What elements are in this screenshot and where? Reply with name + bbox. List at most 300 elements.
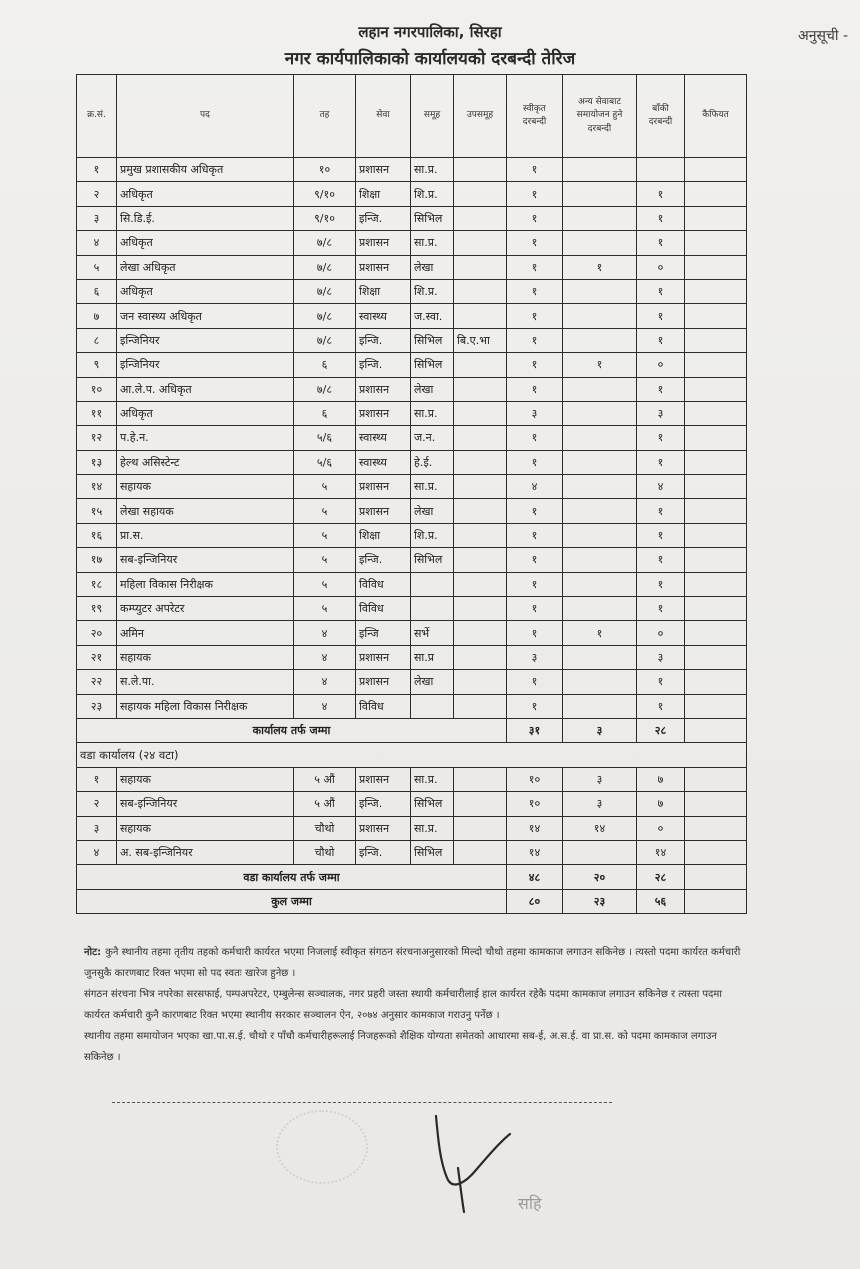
- cell-adjusted: ३: [563, 792, 637, 816]
- col-header-post: पद: [117, 75, 294, 158]
- cell-remark: [685, 450, 747, 474]
- cell-remark: [685, 426, 747, 450]
- cell-service: प्रशासन: [356, 255, 411, 279]
- cell-service: स्वास्थ्य: [356, 450, 411, 474]
- cell-service: शिक्षा: [356, 279, 411, 303]
- cell-subgroup: [454, 621, 507, 645]
- cell-post: इन्जिनियर: [117, 328, 294, 352]
- cell-remaining: ३: [637, 645, 685, 669]
- cell-service: प्रशासन: [356, 475, 411, 499]
- ward-total-row: [77, 865, 747, 889]
- table-body: [77, 158, 747, 914]
- cell-adjusted: [563, 475, 637, 499]
- cell-post: सब-इन्जिनियर: [117, 792, 294, 816]
- table-row: [77, 450, 747, 474]
- cell-adjusted: [563, 182, 637, 206]
- cell-level: ७/८: [294, 231, 356, 255]
- cell-remaining: १: [637, 548, 685, 572]
- cell-subgroup: [454, 597, 507, 621]
- cell-subgroup: [454, 645, 507, 669]
- cell-level: ४: [294, 621, 356, 645]
- table-row: [77, 377, 747, 401]
- cell-subgroup: [454, 304, 507, 328]
- table-row: [77, 255, 747, 279]
- table-row: [77, 499, 747, 523]
- cell-post: इन्जिनियर: [117, 353, 294, 377]
- cell-subgroup: [454, 572, 507, 596]
- cell-approved: ३: [507, 401, 563, 425]
- table-row: [77, 158, 747, 182]
- cell-level: ५ औं: [294, 792, 356, 816]
- cell-subgroup: बि.ए.भा: [454, 328, 507, 352]
- cell-sn: २३: [77, 694, 117, 718]
- col-header-remark: कैफियत: [685, 75, 747, 158]
- ward-section-title: वडा कार्यालय (२४ वटा): [77, 743, 747, 767]
- cell-sn: ६: [77, 279, 117, 303]
- cell-remark: [685, 767, 747, 791]
- cell-sn: ८: [77, 328, 117, 352]
- col-header-sn: क्र.सं.: [77, 75, 117, 158]
- cell-service: प्रशासन: [356, 377, 411, 401]
- table-row: [77, 206, 747, 230]
- cell-post: जन स्वास्थ्य अधिकृत: [117, 304, 294, 328]
- cell-approved: १: [507, 621, 563, 645]
- annex-label: अनुसूची -: [798, 28, 848, 44]
- cell-approved: १: [507, 377, 563, 401]
- table-row: [77, 279, 747, 303]
- cell-adjusted: [563, 450, 637, 474]
- cell-adjusted: १: [563, 255, 637, 279]
- cell-remaining: ०: [637, 255, 685, 279]
- cell-adjusted: [563, 231, 637, 255]
- divider-line: [112, 1102, 612, 1103]
- cell-service: प्रशासन: [356, 645, 411, 669]
- cell-post: लेखा सहायक: [117, 499, 294, 523]
- office-total-row: [77, 718, 747, 742]
- cell-group: सा.प्र: [411, 645, 454, 669]
- cell-approved: १: [507, 597, 563, 621]
- cell-service: इन्जि.: [356, 548, 411, 572]
- cell-remark: [685, 255, 747, 279]
- cell-level: ९/१०: [294, 182, 356, 206]
- cell-remark: [685, 523, 747, 547]
- cell-group: सिभिल: [411, 206, 454, 230]
- cell-subgroup: [454, 206, 507, 230]
- cell-post: सब-इन्जिनियर: [117, 548, 294, 572]
- cell-post: सहायक महिला विकास निरीक्षक: [117, 694, 294, 718]
- cell-service: स्वास्थ्य: [356, 426, 411, 450]
- cell-subgroup: [454, 450, 507, 474]
- cell-approved: १: [507, 694, 563, 718]
- cell-adjusted: [563, 548, 637, 572]
- notes-label: नोट:: [84, 947, 102, 958]
- cell-level: ७/८: [294, 255, 356, 279]
- cell-approved: १: [507, 670, 563, 694]
- cell-approved: १: [507, 182, 563, 206]
- cell-approved: १: [507, 158, 563, 182]
- signature-label: सहि: [518, 1194, 542, 1213]
- cell-level: ६: [294, 401, 356, 425]
- cell-remark: [685, 231, 747, 255]
- cell-adjusted: [563, 328, 637, 352]
- cell-approved: १०: [507, 792, 563, 816]
- cell-adjusted: [563, 840, 637, 864]
- cell-level: चौथो: [294, 840, 356, 864]
- cell-subgroup: [454, 767, 507, 791]
- notes-section: [84, 942, 744, 1068]
- cell-adjusted: १: [563, 621, 637, 645]
- col-header-approved: स्वीकृत दरबन्दी: [507, 75, 563, 158]
- ward-total-adjusted: २०: [563, 865, 637, 889]
- cell-sn: २०: [77, 621, 117, 645]
- cell-remaining: १: [637, 231, 685, 255]
- cell-group: सा.प्र.: [411, 816, 454, 840]
- cell-sn: ४: [77, 840, 117, 864]
- table-row: [77, 475, 747, 499]
- ward-table-row: [77, 767, 747, 791]
- table-row: [77, 328, 747, 352]
- cell-post: अधिकृत: [117, 231, 294, 255]
- cell-service: शिक्षा: [356, 182, 411, 206]
- ward-total-approved: ४८: [507, 865, 563, 889]
- cell-post: लेखा अधिकृत: [117, 255, 294, 279]
- cell-remaining: १: [637, 304, 685, 328]
- cell-subgroup: [454, 182, 507, 206]
- cell-sn: २१: [77, 645, 117, 669]
- cell-sn: २२: [77, 670, 117, 694]
- cell-group: सा.प्र.: [411, 475, 454, 499]
- cell-approved: ३: [507, 645, 563, 669]
- cell-service: इन्जि.: [356, 353, 411, 377]
- table-row: [77, 572, 747, 596]
- table-row: [77, 182, 747, 206]
- cell-approved: १: [507, 206, 563, 230]
- cell-level: ५ औं: [294, 767, 356, 791]
- office-total-remaining: २८: [637, 718, 685, 742]
- cell-level: ५/६: [294, 426, 356, 450]
- table-row: [77, 231, 747, 255]
- cell-group: सिभिल: [411, 328, 454, 352]
- cell-level: ७/८: [294, 328, 356, 352]
- cell-adjusted: [563, 597, 637, 621]
- cell-remaining: १: [637, 206, 685, 230]
- note-3: स्थानीय तहमा समायोजन भएका खा.पा.स.ई. चौथो र पाँचौ कर्मचारीहरूलाई निजहरूको शैक्षिक योग्यता समेतको आधारमा सब-ई, अ.स.ई. वा प्रा.स. को पदमा कामकाज लगाउन सकिनेछ ।: [84, 1031, 717, 1063]
- cell-level: ५: [294, 523, 356, 547]
- cell-subgroup: [454, 499, 507, 523]
- cell-service: प्रशासन: [356, 499, 411, 523]
- cell-post: सहायक: [117, 475, 294, 499]
- cell-service: विविध: [356, 694, 411, 718]
- cell-post: महिला विकास निरीक्षक: [117, 572, 294, 596]
- col-header-level: तह: [294, 75, 356, 158]
- table-row: [77, 694, 747, 718]
- table-row: [77, 304, 747, 328]
- cell-sn: ११: [77, 401, 117, 425]
- cell-subgroup: [454, 377, 507, 401]
- office-total-label: कार्यालय तर्फ जम्मा: [77, 718, 507, 742]
- cell-level: ५: [294, 548, 356, 572]
- cell-level: ६: [294, 353, 356, 377]
- ward-section-row: [77, 743, 747, 767]
- cell-group: ज.स्वा.: [411, 304, 454, 328]
- cell-remark: [685, 840, 747, 864]
- cell-service: इन्जि.: [356, 840, 411, 864]
- cell-approved: १: [507, 523, 563, 547]
- office-total-adjusted: ३: [563, 718, 637, 742]
- cell-remark: [685, 548, 747, 572]
- cell-post: सहायक: [117, 645, 294, 669]
- cell-approved: १: [507, 279, 563, 303]
- cell-level: चौथो: [294, 816, 356, 840]
- cell-subgroup: [454, 426, 507, 450]
- cell-service: इन्जि.: [356, 792, 411, 816]
- office-total-remark: [685, 718, 747, 742]
- cell-remaining: ०: [637, 353, 685, 377]
- document-title: नगर कार्यपालिकाको कार्यालयको दरबन्दी तेरिज: [284, 49, 576, 69]
- ward-table-row: [77, 816, 747, 840]
- cell-remaining: १: [637, 597, 685, 621]
- cell-remark: [685, 206, 747, 230]
- staffing-table: [76, 74, 747, 914]
- cell-level: ५/६: [294, 450, 356, 474]
- cell-group: लेखा: [411, 255, 454, 279]
- cell-remark: [685, 816, 747, 840]
- cell-subgroup: [454, 401, 507, 425]
- cell-service: प्रशासन: [356, 401, 411, 425]
- cell-remaining: ०: [637, 621, 685, 645]
- table-row: [77, 670, 747, 694]
- cell-sn: २: [77, 792, 117, 816]
- cell-subgroup: [454, 255, 507, 279]
- cell-sn: १६: [77, 523, 117, 547]
- cell-subgroup: [454, 475, 507, 499]
- ward-table-row: [77, 840, 747, 864]
- table-row: [77, 621, 747, 645]
- cell-approved: १: [507, 328, 563, 352]
- cell-sn: ७: [77, 304, 117, 328]
- cell-service: विविध: [356, 597, 411, 621]
- cell-post: अधिकृत: [117, 182, 294, 206]
- cell-adjusted: [563, 377, 637, 401]
- cell-sn: ३: [77, 816, 117, 840]
- cell-remaining: ०: [637, 816, 685, 840]
- cell-remark: [685, 621, 747, 645]
- cell-subgroup: [454, 353, 507, 377]
- cell-group: [411, 597, 454, 621]
- cell-group: शि.प्र.: [411, 523, 454, 547]
- cell-sn: १९: [77, 597, 117, 621]
- cell-adjusted: [563, 279, 637, 303]
- cell-post: आ.ले.प. अधिकृत: [117, 377, 294, 401]
- cell-approved: १४: [507, 816, 563, 840]
- cell-adjusted: [563, 572, 637, 596]
- cell-remark: [685, 792, 747, 816]
- cell-sn: ५: [77, 255, 117, 279]
- cell-subgroup: [454, 840, 507, 864]
- cell-remark: [685, 279, 747, 303]
- cell-subgroup: [454, 279, 507, 303]
- cell-remark: [685, 401, 747, 425]
- col-header-group: समूह: [411, 75, 454, 158]
- cell-remark: [685, 645, 747, 669]
- cell-sn: १७: [77, 548, 117, 572]
- table-row: [77, 548, 747, 572]
- cell-service: प्रशासन: [356, 816, 411, 840]
- cell-adjusted: [563, 694, 637, 718]
- cell-post: अमिन: [117, 621, 294, 645]
- cell-group: सिभिल: [411, 792, 454, 816]
- cell-sn: ४: [77, 231, 117, 255]
- cell-approved: १०: [507, 767, 563, 791]
- cell-sn: २: [77, 182, 117, 206]
- col-header-adjusted: अन्य सेवाबाट समायोजन हुने दरबन्दी: [563, 75, 637, 158]
- cell-level: ५: [294, 572, 356, 596]
- cell-group: शि.प्र.: [411, 279, 454, 303]
- cell-group: सिभिल: [411, 548, 454, 572]
- cell-level: ७/८: [294, 304, 356, 328]
- grand-total-adjusted: २३: [563, 889, 637, 913]
- cell-remaining: १: [637, 182, 685, 206]
- cell-remaining: ४: [637, 475, 685, 499]
- office-total-approved: ३१: [507, 718, 563, 742]
- cell-post: सहायक: [117, 767, 294, 791]
- cell-remark: [685, 328, 747, 352]
- cell-subgroup: [454, 694, 507, 718]
- cell-remark: [685, 353, 747, 377]
- cell-remaining: ७: [637, 767, 685, 791]
- cell-adjusted: ३: [563, 767, 637, 791]
- cell-approved: १: [507, 426, 563, 450]
- table-row: [77, 597, 747, 621]
- cell-subgroup: [454, 158, 507, 182]
- cell-remaining: १: [637, 450, 685, 474]
- col-header-subgroup: उपसमूह: [454, 75, 507, 158]
- cell-sn: १५: [77, 499, 117, 523]
- cell-remaining: [637, 158, 685, 182]
- cell-adjusted: [563, 401, 637, 425]
- cell-service: इन्जि.: [356, 206, 411, 230]
- cell-group: सा.प्र.: [411, 158, 454, 182]
- cell-level: १०: [294, 158, 356, 182]
- table-row: [77, 353, 747, 377]
- cell-remark: [685, 377, 747, 401]
- faded-stamp: [276, 1110, 368, 1184]
- cell-group: सा.प्र.: [411, 767, 454, 791]
- cell-approved: १: [507, 450, 563, 474]
- cell-group: ज.न.: [411, 426, 454, 450]
- cell-remaining: १: [637, 426, 685, 450]
- cell-group: सिभिल: [411, 353, 454, 377]
- col-header-remaining: बाँकी दरबन्दी: [637, 75, 685, 158]
- col-header-service: सेवा: [356, 75, 411, 158]
- cell-sn: १३: [77, 450, 117, 474]
- cell-level: ४: [294, 645, 356, 669]
- cell-adjusted: [563, 206, 637, 230]
- cell-remark: [685, 304, 747, 328]
- cell-remaining: १: [637, 694, 685, 718]
- cell-subgroup: [454, 670, 507, 694]
- cell-approved: ४: [507, 475, 563, 499]
- cell-service: प्रशासन: [356, 158, 411, 182]
- cell-group: सर्भे: [411, 621, 454, 645]
- cell-level: ७/८: [294, 279, 356, 303]
- cell-post: अधिकृत: [117, 279, 294, 303]
- cell-adjusted: [563, 645, 637, 669]
- cell-post: प्रा.स.: [117, 523, 294, 547]
- cell-approved: १: [507, 548, 563, 572]
- cell-remaining: ७: [637, 792, 685, 816]
- cell-approved: १: [507, 231, 563, 255]
- cell-group: [411, 694, 454, 718]
- cell-sn: १०: [77, 377, 117, 401]
- grand-total-remark: [685, 889, 747, 913]
- cell-remaining: १: [637, 572, 685, 596]
- grand-total-approved: ८०: [507, 889, 563, 913]
- cell-remark: [685, 499, 747, 523]
- grand-total-remaining: ५६: [637, 889, 685, 913]
- cell-subgroup: [454, 523, 507, 547]
- cell-adjusted: [563, 523, 637, 547]
- cell-group: लेखा: [411, 670, 454, 694]
- cell-remaining: १४: [637, 840, 685, 864]
- cell-adjusted: [563, 499, 637, 523]
- cell-group: [411, 572, 454, 596]
- cell-service: इन्जि: [356, 621, 411, 645]
- cell-adjusted: १४: [563, 816, 637, 840]
- cell-adjusted: [563, 426, 637, 450]
- cell-remark: [685, 694, 747, 718]
- cell-remark: [685, 158, 747, 182]
- cell-group: हे.ई.: [411, 450, 454, 474]
- cell-post: प.हे.न.: [117, 426, 294, 450]
- table-row: [77, 523, 747, 547]
- ward-total-remaining: २८: [637, 865, 685, 889]
- grand-total-row: [77, 889, 747, 913]
- handwritten-signature: [418, 1108, 528, 1218]
- table-header-row: [77, 75, 747, 158]
- cell-service: प्रशासन: [356, 670, 411, 694]
- cell-group: शि.प्र.: [411, 182, 454, 206]
- cell-service: प्रशासन: [356, 767, 411, 791]
- cell-sn: ३: [77, 206, 117, 230]
- cell-remaining: ३: [637, 401, 685, 425]
- cell-subgroup: [454, 792, 507, 816]
- cell-group: सिभिल: [411, 840, 454, 864]
- cell-post: सहायक: [117, 816, 294, 840]
- municipality-title: लहान नगरपालिका, सिरहा: [358, 23, 502, 41]
- cell-remaining: १: [637, 523, 685, 547]
- cell-level: ५: [294, 597, 356, 621]
- cell-sn: १: [77, 767, 117, 791]
- cell-approved: १: [507, 572, 563, 596]
- cell-post: सि.डि.ई.: [117, 206, 294, 230]
- cell-post: अधिकृत: [117, 401, 294, 425]
- cell-level: ९/१०: [294, 206, 356, 230]
- cell-adjusted: १: [563, 353, 637, 377]
- cell-remaining: १: [637, 328, 685, 352]
- cell-service: शिक्षा: [356, 523, 411, 547]
- cell-approved: १: [507, 304, 563, 328]
- cell-level: ५: [294, 475, 356, 499]
- cell-remark: [685, 475, 747, 499]
- cell-subgroup: [454, 231, 507, 255]
- cell-remaining: १: [637, 279, 685, 303]
- ward-table-row: [77, 792, 747, 816]
- table-row: [77, 426, 747, 450]
- cell-level: ४: [294, 694, 356, 718]
- cell-group: सा.प्र.: [411, 401, 454, 425]
- cell-level: ४: [294, 670, 356, 694]
